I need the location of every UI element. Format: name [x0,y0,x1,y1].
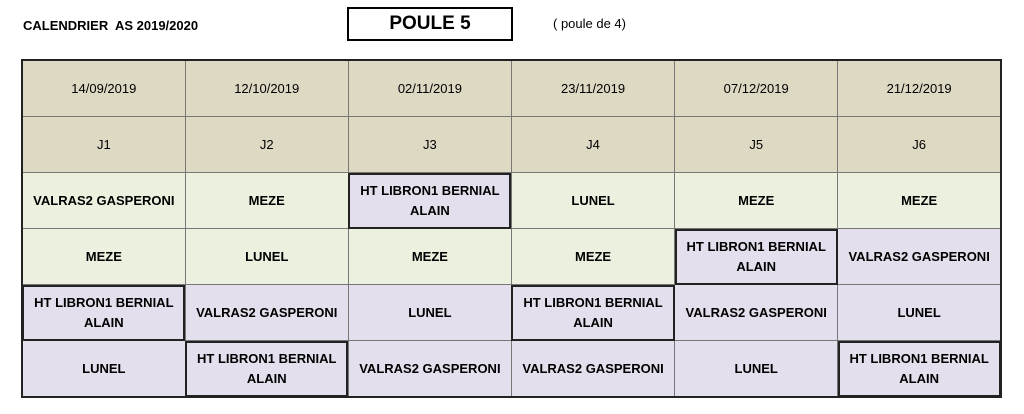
date-cell: 21/12/2019 [838,60,1001,117]
team-cell: LUNEL [511,173,674,229]
rounds-row [22,117,1001,173]
team-cell: LUNEL [22,341,185,398]
schedule-table [21,59,1002,398]
team-cell: MEZE [838,173,1001,229]
team-cell: LUNEL [348,285,511,341]
poule-note: ( poule de 4) [553,16,626,31]
round-cell: J3 [348,117,511,173]
team-row [22,229,1001,285]
round-cell: J2 [185,117,348,173]
date-cell: 07/12/2019 [675,60,838,117]
team-cell: VALRAS2 GASPERONI [838,229,1001,285]
date-cell: 14/09/2019 [22,60,185,117]
team-cell: VALRAS2 GASPERONI [675,285,838,341]
date-cell: 02/11/2019 [348,60,511,117]
dates-row [22,60,1001,117]
team-cell: HT LIBRON1 BERNIAL ALAIN [675,229,838,285]
team-cell: HT LIBRON1 BERNIAL ALAIN [838,341,1001,398]
round-cell: J4 [511,117,674,173]
date-cell: 23/11/2019 [511,60,674,117]
team-cell: VALRAS2 GASPERONI [185,285,348,341]
team-cell: VALRAS2 GASPERONI [348,341,511,398]
round-cell: J1 [22,117,185,173]
team-cell: LUNEL [838,285,1001,341]
team-cell: HT LIBRON1 BERNIAL ALAIN [511,285,674,341]
team-cell: MEZE [22,229,185,285]
team-cell: HT LIBRON1 BERNIAL ALAIN [185,341,348,398]
team-row [22,173,1001,229]
team-cell: LUNEL [185,229,348,285]
team-cell: MEZE [348,229,511,285]
date-cell: 12/10/2019 [185,60,348,117]
team-row [22,285,1001,341]
round-cell: J6 [838,117,1001,173]
team-cell: HT LIBRON1 BERNIAL ALAIN [22,285,185,341]
team-cell: VALRAS2 GASPERONI [511,341,674,398]
team-row [22,341,1001,398]
team-cell: HT LIBRON1 BERNIAL ALAIN [348,173,511,229]
calendar-label: CALENDRIER AS 2019/2020 [23,18,199,33]
poule-title: POULE 5 [347,7,513,41]
team-cell: VALRAS2 GASPERONI [22,173,185,229]
team-cell: MEZE [675,173,838,229]
round-cell: J5 [675,117,838,173]
team-cell: MEZE [511,229,674,285]
team-cell: LUNEL [675,341,838,398]
team-cell: MEZE [185,173,348,229]
